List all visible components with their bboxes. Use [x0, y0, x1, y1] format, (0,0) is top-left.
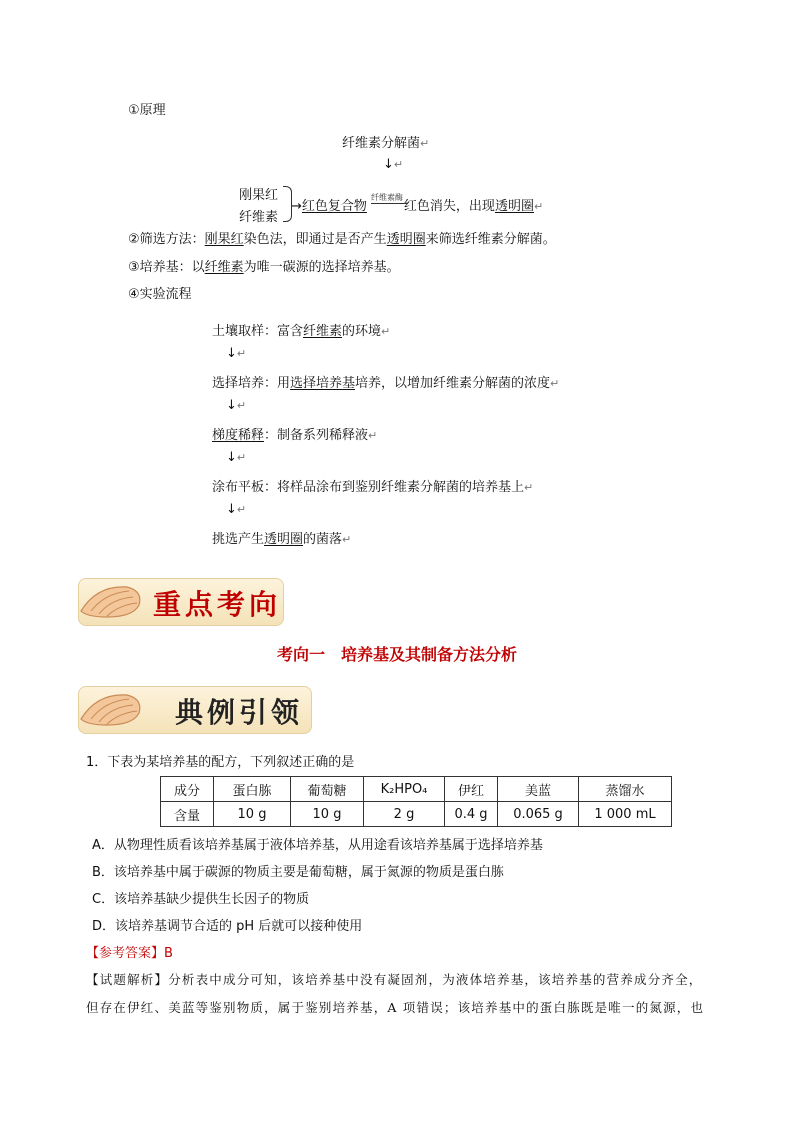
cellulose-term: 纤维素: [204, 260, 244, 275]
banner-title: 重点考向: [153, 588, 282, 621]
flow-arrow-1: [226, 346, 246, 361]
congo-red-term: 刚果红: [204, 232, 244, 247]
return-mark: ↵: [236, 347, 247, 360]
table-cell: 伊红: [445, 777, 498, 802]
down-arrow-icon: ↓: [383, 157, 394, 172]
return-mark: ↵: [393, 158, 404, 171]
congo-red-label: 刚果红: [239, 188, 279, 203]
table-cell: 美蓝: [498, 777, 579, 802]
table-cell: 10 g: [214, 802, 291, 827]
table-cell: 0.4 g: [445, 802, 498, 827]
principle-reaction: [291, 195, 543, 214]
section-title: 考向一 培养基及其制备方法分析: [276, 645, 517, 664]
key-direction-banner: [78, 578, 284, 626]
down-arrow-icon: ↓: [226, 502, 237, 517]
option-b: B．该培养基中属于碳源的物质主要是葡萄糖，属于氮源的物质是蛋白胨: [92, 865, 504, 880]
cellulose-label: 纤维素: [239, 210, 279, 225]
down-arrow-icon: ↓: [226, 398, 237, 413]
transparent-circle-label: 透明圈: [494, 199, 534, 214]
return-mark: ↵: [533, 200, 544, 213]
banner-title: 典例引领: [175, 696, 304, 729]
question-stem: 1．下表为某培养基的配方，下列叙述正确的是: [86, 755, 355, 770]
flow-step-2: [212, 372, 559, 391]
return-mark: ↵: [420, 137, 430, 150]
table-cell: K₂HPO₄: [364, 777, 445, 802]
flow-step-5: [212, 528, 351, 547]
principle-heading: ①原理: [128, 103, 166, 118]
shell-icon: [77, 581, 147, 621]
table-cell: 0.065 g: [498, 802, 579, 827]
table-cell: 10 g: [291, 802, 364, 827]
screening-text: ②筛选方法：: [128, 232, 205, 247]
principle-down-arrow: [383, 157, 403, 172]
shell-icon: [77, 689, 147, 729]
transparent-circle-term: 透明圈: [386, 232, 426, 247]
flow-term: 纤维素: [303, 324, 343, 339]
return-mark: ↵: [236, 503, 247, 516]
medium-line: [128, 256, 400, 275]
medium-recipe-table: [160, 776, 672, 827]
flow-arrow-2: [226, 398, 246, 413]
red-complex-label: 红色复合物: [301, 199, 367, 214]
screening-text: 来筛选纤维素分解菌。: [425, 232, 556, 247]
medium-text: ③培养基：以: [128, 260, 205, 275]
screening-method: [128, 228, 556, 247]
example-banner: [78, 686, 312, 734]
analysis-line-2: 但存在伊红、美蓝等鉴别物质，属于鉴别培养基，A 项错误；该培养基中的蛋白胨既是唯一的氮源，也: [86, 1000, 705, 1015]
table-cell: 葡萄糖: [291, 777, 364, 802]
result-text: 红色消失，出现: [403, 199, 495, 214]
enzyme-label: 纤维素酶: [371, 193, 403, 202]
flow-step-1: [212, 320, 390, 339]
answer-label: 【参考答案】B: [86, 946, 173, 961]
medium-text: 为唯一碳源的选择培养基。: [243, 260, 400, 275]
flow-arrow-3: [226, 450, 246, 465]
analysis-line-1: 【试题解析】分析表中成分可知，该培养基中没有凝固剂，为液体培养基，该培养基的营养成分齐全，: [86, 972, 703, 987]
cellulose-bacteria-label: 纤维素分解菌: [342, 136, 421, 151]
flow-term: 选择培养基: [290, 376, 356, 391]
flow-text: 选择培养：用: [212, 376, 291, 391]
screening-text: 染色法，即通过是否产生: [243, 232, 387, 247]
flow-text: 的环境: [342, 324, 382, 339]
table-row: [161, 802, 672, 827]
flow-text: 的菌落: [303, 532, 343, 547]
option-d: D．该培养基调节合适的 pH 后就可以接种使用: [92, 919, 363, 934]
flow-step-3: [212, 424, 377, 443]
flow-text: 培养，以增加纤维素分解菌的浓度: [355, 376, 551, 391]
down-arrow-icon: ↓: [226, 346, 237, 361]
return-mark: ↵: [381, 325, 391, 338]
return-mark: ↵: [236, 399, 247, 412]
flow-arrow-4: [226, 502, 246, 517]
flow-step-4: [212, 476, 533, 495]
down-arrow-icon: ↓: [226, 450, 237, 465]
return-mark: ↵: [368, 429, 378, 442]
flow-text: 挑选产生: [212, 532, 265, 547]
return-mark: ↵: [236, 451, 247, 464]
return-mark: ↵: [524, 481, 534, 494]
option-a: A．从物理性质看该培养基属于液体培养基，从用途看该培养基属于选择培养基: [92, 838, 543, 853]
flow-term: 梯度稀释: [212, 428, 265, 443]
flow-text: 涂布平板：将样品涂布到鉴别纤维素分解菌的培养基上: [212, 480, 525, 495]
table-cell: 成分: [161, 777, 214, 802]
return-mark: ↵: [342, 533, 352, 546]
right-arrow-icon: →: [291, 199, 302, 214]
table-row: [161, 777, 672, 802]
table-cell: 蒸馏水: [579, 777, 672, 802]
principle-top-label: [342, 132, 429, 151]
flow-heading: ④实验流程: [128, 287, 192, 302]
flow-text: ：制备系列稀释液: [264, 428, 369, 443]
table-cell: 含量: [161, 802, 214, 827]
flow-text: 土壤取样：富含: [212, 324, 304, 339]
option-c: C．该培养基缺少提供生长因子的物质: [92, 892, 310, 907]
table-cell: 蛋白胨: [214, 777, 291, 802]
table-cell: 1 000 mL: [579, 802, 672, 827]
return-mark: ↵: [550, 377, 560, 390]
enzyme-arrow-line: [371, 203, 408, 204]
flow-term: 透明圈: [264, 532, 304, 547]
table-cell: 2 g: [364, 802, 445, 827]
